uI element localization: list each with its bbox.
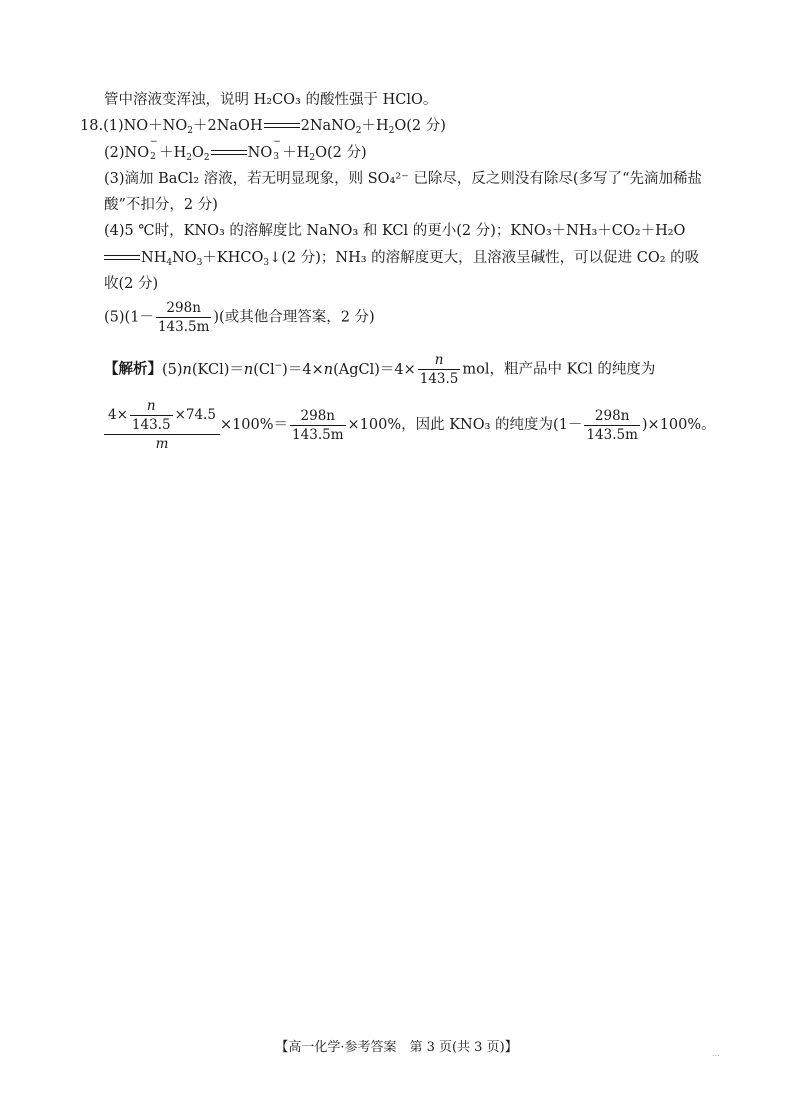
q18-p4-text-b: (2 分)；NH₃ 的溶解度更大，且溶液呈碱性，可以促进 CO₂ 的吸 (281, 250, 700, 266)
analysis-line2-mid: ×100%＝ (219, 417, 289, 433)
q18-part4-line1 (104, 219, 685, 240)
equals-arrow-icon (104, 254, 140, 262)
q18-part1 (80, 114, 446, 135)
q18-p2-equation: NO − 2 $+H_2O_2$ NO − 3 $+H_2O$ (124, 136, 327, 163)
q18-p3-text-a: 滴加 BaCl₂ 溶液，若无明显现象，则 SO₄²⁻ 已除尽，反之则没有除尽(多写了“先滴加稀盐 (124, 171, 702, 187)
q18-p1-score: (2 分) (406, 118, 446, 134)
q18-part2 (104, 136, 367, 163)
intro-line: 管中溶液变浑浊，说明 H₂CO₃ 的酸性强于 HClO。 (104, 92, 438, 108)
q18-p3-text-b: 酸”不扣分，2 分) (104, 197, 218, 213)
compound-fraction: 4× $\frac{n}{143.5}$ ×74.5 m (106, 398, 218, 452)
fraction-298n-over-143.5m: $\frac{298n}{143.5m}$ (292, 407, 344, 443)
q18-p4-text-c: 收(2 分) (104, 276, 159, 292)
q18-part4-line3 (104, 272, 158, 293)
q18-p4-text-a: 5 ℃时，KNO₃ 的溶解度比 NaNO₃ 和 KCl 的更小(2 分)；KNO₃＋NH₃＋CO₂＋H₂O (124, 223, 686, 239)
q18-p1-tag: (1) (103, 118, 124, 134)
equals-arrow-icon (211, 149, 247, 157)
q18-p2-score: (2 分) (327, 145, 367, 161)
q18-p5-tag: (5) (104, 309, 125, 326)
page-footer: 【高一化学·参考答案 第 3 页(共 3 页)】 (275, 1040, 518, 1055)
q18-part3-line2 (104, 193, 218, 214)
analysis-line1-tail: mol，粗产品中 KCl 的纯度为 (462, 361, 656, 378)
analysis-line2 (104, 398, 716, 452)
fraction-298n-over-143.5m: $\frac{298n}{143.5m}$ (157, 300, 210, 335)
q18-p5-note: )(或其他合理答案，2 分) (213, 309, 375, 326)
q18-p4-tag: (4) (104, 223, 125, 239)
q18-p4-products: $NH_4NO_3+KHCO_3↓$ (141, 250, 282, 268)
q18-part5: (5)(1－ $\frac{298n}{143.5m}$ )(或其他合理答案，2 分) (104, 300, 375, 335)
analysis-expr: (5)n(KCl)＝n(Cl−)＝4×n(AgCl)＝4× (162, 360, 416, 378)
fraction-n-over-143.5: $\frac{n}{143.5}$ (419, 352, 459, 387)
equals-arrow-icon (264, 122, 300, 130)
q18-p2-tag: (2) (104, 145, 125, 161)
q18-part4-line2 (104, 246, 699, 267)
analysis-line2-end: )×100%。 (641, 417, 716, 433)
q18-part3-line1 (104, 167, 702, 188)
analysis-line2-tail: ×100%，因此 KNO₃ 的纯度为(1－ (347, 417, 583, 433)
q18-p1-equation: $NO+NO_2+2NaOH$ $2NaNO_2+H_2O$ (123, 118, 407, 136)
q18-p3-tag: (3) (104, 171, 125, 187)
fraction-298n-over-143.5m: $\frac{298n}{143.5m}$ (586, 407, 638, 443)
analysis-label: 【解析】 (104, 360, 162, 378)
analysis-line1 (104, 352, 655, 387)
q18-number: 18. (80, 118, 104, 134)
corner-mark: ... (712, 1049, 720, 1058)
